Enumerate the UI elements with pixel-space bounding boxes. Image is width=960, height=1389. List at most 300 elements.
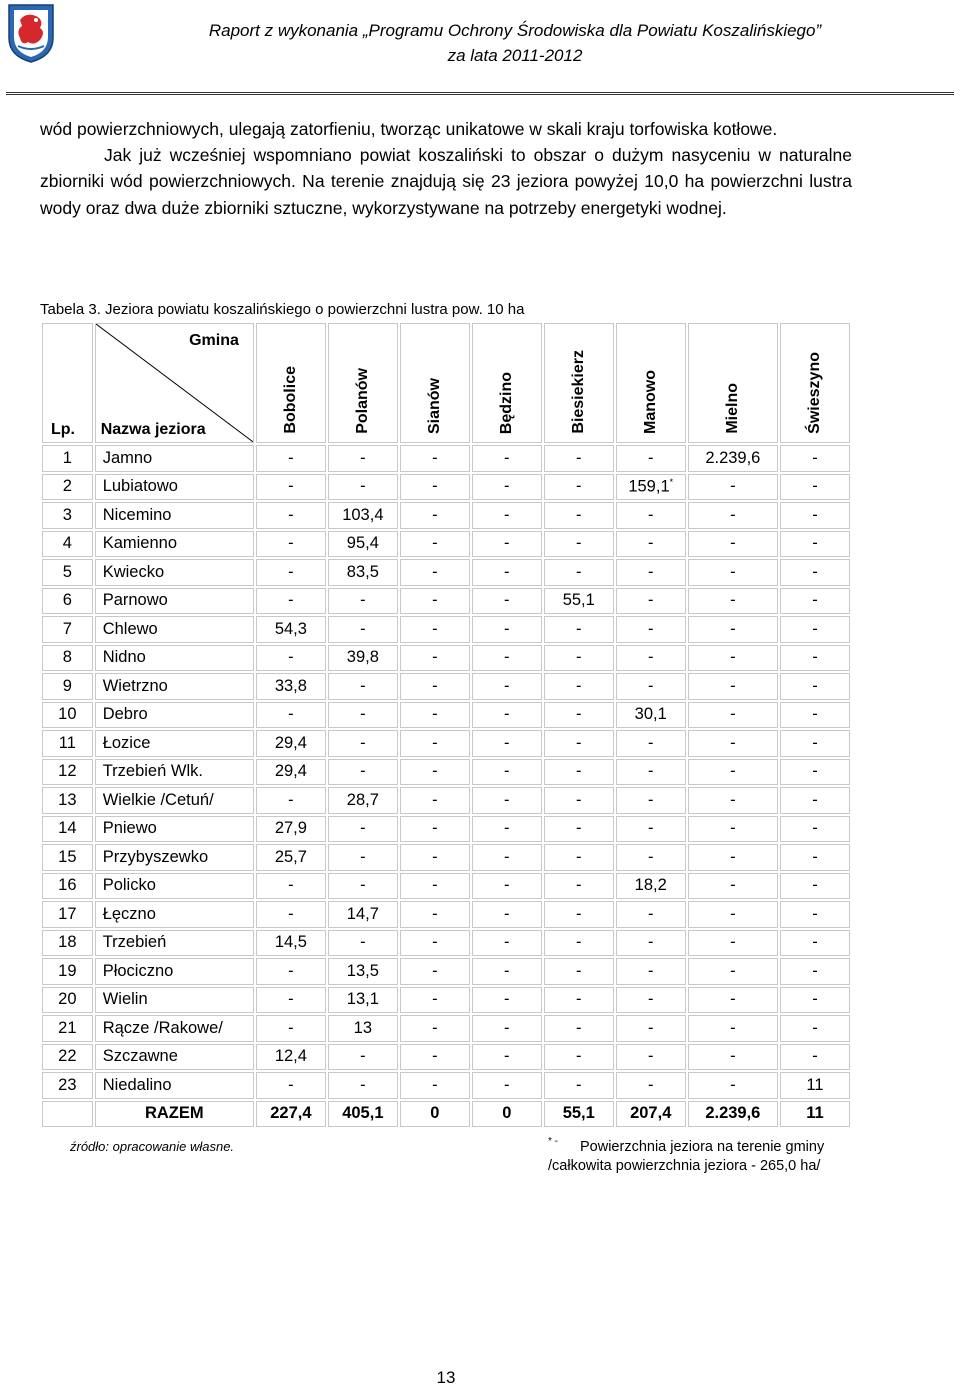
row-value-cell <box>616 958 686 985</box>
row-value: - <box>647 961 654 980</box>
row-lp: 6 <box>42 588 93 615</box>
row-value-cell <box>328 474 398 501</box>
row-value: - <box>288 705 294 724</box>
row-value: 11 <box>806 1075 824 1094</box>
row-value-cell <box>544 445 614 472</box>
row-value: 28,7 <box>346 790 379 809</box>
row-value-cell <box>544 645 614 672</box>
row-value-cell <box>328 673 398 700</box>
table-row <box>42 844 850 871</box>
row-value: - <box>812 933 818 952</box>
row-lp: 4 <box>42 531 93 558</box>
row-value: - <box>360 762 366 781</box>
row-value: - <box>647 591 654 610</box>
row-value-cell <box>780 930 850 957</box>
row-value-cell <box>688 616 778 643</box>
row-value: - <box>504 562 510 581</box>
row-value: - <box>647 676 654 695</box>
row-value: - <box>647 562 654 581</box>
header-column-cell <box>688 323 778 443</box>
row-value: - <box>576 819 582 838</box>
row-value: 27,9 <box>274 819 307 838</box>
row-value: - <box>432 1075 438 1094</box>
row-value: - <box>812 705 818 724</box>
row-value: - <box>504 1075 510 1094</box>
row-value: - <box>576 562 582 581</box>
row-value-cell <box>400 502 470 529</box>
row-value: - <box>647 505 654 524</box>
row-value-cell <box>256 958 326 985</box>
row-value-cell <box>544 844 614 871</box>
row-value: 12,4 <box>274 1047 307 1066</box>
row-value: 54,3 <box>274 619 307 638</box>
row-value: - <box>647 990 654 1009</box>
row-value-cell <box>780 730 850 757</box>
row-value-cell <box>688 588 778 615</box>
row-value-cell <box>328 901 398 928</box>
paragraph-1: wód powierzchniowych, ulegają zatorfieniu, tworząc unikatowe w skali kraju torfowiska kotłowe. <box>40 119 778 139</box>
row-value: 83,5 <box>346 562 379 581</box>
row-value: 33,8 <box>274 676 307 695</box>
total-value: 405,1 <box>328 1101 398 1128</box>
row-value-cell <box>256 901 326 928</box>
row-value-cell <box>780 502 850 529</box>
row-value-cell <box>616 702 686 729</box>
row-value-cell <box>256 730 326 757</box>
row-value: - <box>432 591 438 610</box>
row-value: - <box>576 904 582 923</box>
row-value: 29,4 <box>274 762 307 781</box>
row-value: - <box>504 676 510 695</box>
row-value: - <box>504 790 510 809</box>
row-value: - <box>288 1075 294 1094</box>
row-value: - <box>504 534 510 553</box>
table-row <box>42 787 850 814</box>
header-column-label: Mielno <box>723 383 741 434</box>
row-value-cell <box>472 673 542 700</box>
row-value: - <box>647 819 654 838</box>
row-value: - <box>576 961 582 980</box>
row-value: - <box>812 477 818 496</box>
row-value-cell <box>780 702 850 729</box>
table-row <box>42 502 850 529</box>
row-value-cell <box>328 930 398 957</box>
row-value-cell <box>400 673 470 700</box>
row-lp: 17 <box>42 901 93 928</box>
row-value: - <box>504 847 510 866</box>
row-value: - <box>647 733 654 752</box>
row-value-cell <box>616 645 686 672</box>
row-lake-name: Nidno <box>95 645 254 672</box>
row-value: - <box>288 477 294 496</box>
row-value: - <box>432 847 438 866</box>
row-value-cell <box>472 474 542 501</box>
table-row <box>42 559 850 586</box>
row-value: - <box>730 876 736 895</box>
row-value-cell <box>688 645 778 672</box>
row-value: - <box>432 933 438 952</box>
row-lp: 5 <box>42 559 93 586</box>
row-value-cell <box>616 588 686 615</box>
row-value-cell <box>256 1044 326 1071</box>
row-value-cell <box>472 787 542 814</box>
row-value-cell <box>400 787 470 814</box>
row-value: - <box>360 591 366 610</box>
row-value: - <box>576 1018 582 1037</box>
report-header-title <box>70 18 960 68</box>
row-value-cell <box>544 816 614 843</box>
header-column-cell <box>780 323 850 443</box>
row-value-cell <box>616 759 686 786</box>
row-value: - <box>812 762 818 781</box>
row-value: - <box>576 733 582 752</box>
row-value: - <box>360 733 366 752</box>
row-value-cell <box>688 930 778 957</box>
total-label: RAZEM <box>95 1101 254 1128</box>
row-value-cell <box>544 1044 614 1071</box>
row-value: - <box>432 534 438 553</box>
row-value-cell <box>256 987 326 1014</box>
row-value: - <box>730 705 736 724</box>
row-value-cell <box>616 787 686 814</box>
row-value-cell <box>400 844 470 871</box>
row-value: - <box>730 676 736 695</box>
row-value: - <box>576 705 582 724</box>
row-value: - <box>812 819 818 838</box>
row-value-cell <box>328 616 398 643</box>
row-value-cell <box>544 1072 614 1099</box>
row-value-cell <box>472 730 542 757</box>
coat-of-arms-logo <box>6 2 56 64</box>
row-value-cell <box>472 759 542 786</box>
table-row <box>42 1015 850 1042</box>
row-value: - <box>360 477 366 496</box>
row-value: - <box>647 762 654 781</box>
row-lake-name: Łozice <box>95 730 254 757</box>
row-value: 39,8 <box>346 648 379 667</box>
row-value-cell <box>472 816 542 843</box>
row-value: - <box>730 762 736 781</box>
header-diagonal-cell <box>95 323 254 443</box>
row-value: - <box>576 676 582 695</box>
row-value: - <box>812 619 818 638</box>
row-lake-name: Trzebień <box>95 930 254 957</box>
total-value: 0 <box>400 1101 470 1128</box>
row-value: - <box>730 505 736 524</box>
row-value: - <box>504 762 510 781</box>
row-value-cell <box>256 844 326 871</box>
row-value: - <box>432 961 438 980</box>
footnote-marker: * <box>669 477 674 487</box>
row-value: - <box>504 933 510 952</box>
row-value: - <box>504 819 510 838</box>
header-column-label: Sianów <box>425 377 443 434</box>
row-value: - <box>432 990 438 1009</box>
row-value-cell <box>328 559 398 586</box>
row-value: - <box>730 847 736 866</box>
row-value-cell <box>256 616 326 643</box>
row-value-cell <box>616 930 686 957</box>
total-value: 207,4 <box>616 1101 686 1128</box>
row-value-cell <box>780 588 850 615</box>
row-value-cell <box>328 531 398 558</box>
footnote-line1: Powierzchnia jeziora na terenie gminy <box>580 1139 825 1155</box>
row-value-cell <box>472 1044 542 1071</box>
row-value: - <box>432 1047 438 1066</box>
row-value-cell <box>256 531 326 558</box>
row-value-cell <box>544 616 614 643</box>
row-value-cell <box>256 873 326 900</box>
row-value-cell <box>616 559 686 586</box>
row-value: - <box>504 1047 510 1066</box>
row-value-cell <box>544 474 614 501</box>
row-value-cell <box>400 645 470 672</box>
row-value: - <box>576 1075 582 1094</box>
row-value: - <box>647 790 654 809</box>
row-value: - <box>576 619 582 638</box>
row-value: - <box>288 562 294 581</box>
row-value: - <box>730 961 736 980</box>
row-value: - <box>576 505 582 524</box>
row-value-cell <box>780 759 850 786</box>
row-value-cell <box>328 445 398 472</box>
row-value: - <box>812 591 818 610</box>
row-value-cell <box>400 1072 470 1099</box>
row-value-cell <box>328 787 398 814</box>
header-column-label: Świeszyno <box>805 352 823 434</box>
row-value: - <box>647 448 654 467</box>
row-value: - <box>576 847 582 866</box>
row-value: - <box>647 1075 654 1094</box>
table-source: źródło: opracowanie własne. <box>70 1139 235 1154</box>
row-value-cell <box>256 645 326 672</box>
row-lake-name: Kamienno <box>95 531 254 558</box>
row-value-cell <box>400 759 470 786</box>
row-value: - <box>504 648 510 667</box>
row-value: - <box>730 733 736 752</box>
row-value: - <box>288 534 294 553</box>
row-value: - <box>360 448 366 467</box>
row-value-cell <box>780 958 850 985</box>
row-value-cell <box>688 559 778 586</box>
row-value: - <box>432 1018 438 1037</box>
row-value: - <box>360 1047 366 1066</box>
row-value: - <box>288 961 294 980</box>
row-value: - <box>812 1047 818 1066</box>
row-value: - <box>730 990 736 1009</box>
row-value-cell <box>616 901 686 928</box>
row-value-cell <box>688 1015 778 1042</box>
row-value-cell <box>688 730 778 757</box>
total-value: 11 <box>780 1101 850 1128</box>
table-row <box>42 645 850 672</box>
row-value-cell <box>472 1072 542 1099</box>
table-row <box>42 616 850 643</box>
header-title-line2: za lata 2011-2012 <box>447 46 583 65</box>
row-value: - <box>432 505 438 524</box>
row-value: - <box>360 676 366 695</box>
row-value: 2.239,6 <box>705 448 761 467</box>
row-value: - <box>504 904 510 923</box>
header-divider <box>6 92 954 95</box>
row-lp: 7 <box>42 616 93 643</box>
row-value-cell <box>544 987 614 1014</box>
row-value: - <box>730 1075 736 1094</box>
row-value: - <box>288 990 294 1009</box>
row-lp: 3 <box>42 502 93 529</box>
row-value: - <box>812 1018 818 1037</box>
row-value-cell <box>472 616 542 643</box>
row-value-cell <box>780 616 850 643</box>
row-value-cell <box>780 445 850 472</box>
row-value: 13 <box>353 1018 373 1037</box>
row-value-cell <box>256 559 326 586</box>
row-value: - <box>288 1018 294 1037</box>
table-row <box>42 673 850 700</box>
row-value-cell <box>780 844 850 871</box>
row-value: - <box>432 477 438 496</box>
header-lp: Lp. <box>51 421 75 438</box>
row-lp: 16 <box>42 873 93 900</box>
row-value-cell <box>688 474 778 501</box>
row-value-cell <box>256 702 326 729</box>
page-number: 13 <box>436 1368 456 1387</box>
row-value: - <box>730 477 736 496</box>
row-lp: 2 <box>42 474 93 501</box>
row-value: - <box>576 933 582 952</box>
row-value-cell <box>400 531 470 558</box>
row-value-cell <box>544 1015 614 1042</box>
row-value-cell <box>688 958 778 985</box>
row-value-cell <box>688 901 778 928</box>
row-value: - <box>730 562 736 581</box>
row-value-cell <box>328 987 398 1014</box>
row-value-cell <box>472 445 542 472</box>
row-value-cell <box>616 673 686 700</box>
row-lake-name: Debro <box>95 702 254 729</box>
row-value-cell <box>328 730 398 757</box>
row-value-cell <box>328 759 398 786</box>
row-value-cell <box>400 559 470 586</box>
table-row <box>42 987 850 1014</box>
table-row <box>42 958 850 985</box>
row-value: - <box>360 819 366 838</box>
row-value-cell <box>400 901 470 928</box>
header-column-cell <box>328 323 398 443</box>
row-value: 29,4 <box>274 733 307 752</box>
row-value-cell <box>400 702 470 729</box>
table-row <box>42 873 850 900</box>
header-column-label: Bobolice <box>281 366 299 434</box>
row-value: - <box>504 705 510 724</box>
row-lake-name: Chlewo <box>95 616 254 643</box>
row-lake-name: Wielkie /Cetuń/ <box>95 787 254 814</box>
row-value: - <box>288 904 294 923</box>
row-value-cell <box>328 702 398 729</box>
row-value-cell <box>688 502 778 529</box>
row-lake-name: Wielin <box>95 987 254 1014</box>
row-lp: 22 <box>42 1044 93 1071</box>
row-lp: 19 <box>42 958 93 985</box>
row-value-cell <box>616 1072 686 1099</box>
row-lp: 13 <box>42 787 93 814</box>
row-value-cell <box>688 844 778 871</box>
row-value: - <box>647 619 654 638</box>
row-value-cell <box>780 1044 850 1071</box>
row-value-cell <box>616 816 686 843</box>
row-value: - <box>432 876 438 895</box>
total-value: 55,1 <box>544 1101 614 1128</box>
row-value: 18,2 <box>634 876 667 895</box>
row-value-cell <box>400 987 470 1014</box>
row-value: - <box>576 534 582 553</box>
row-value-cell <box>472 930 542 957</box>
total-value: 2.239,6 <box>688 1101 778 1128</box>
row-lake-name: Wietrzno <box>95 673 254 700</box>
row-value-cell <box>472 531 542 558</box>
table-row <box>42 445 850 472</box>
footnote-line2: /całkowita powierzchnia jeziora - 265,0 ha/ <box>548 1158 821 1174</box>
row-value-cell <box>616 873 686 900</box>
row-value: - <box>647 1018 654 1037</box>
row-value-cell <box>688 816 778 843</box>
row-value-cell <box>472 502 542 529</box>
row-value-cell <box>400 1044 470 1071</box>
row-value-cell <box>688 702 778 729</box>
row-value-cell <box>616 730 686 757</box>
row-value-cell <box>256 816 326 843</box>
row-value-cell <box>780 474 850 501</box>
table-row <box>42 730 850 757</box>
row-value: - <box>432 904 438 923</box>
row-value-cell <box>472 1015 542 1042</box>
row-value: - <box>504 990 510 1009</box>
row-value: - <box>576 1047 582 1066</box>
row-lp: 23 <box>42 1072 93 1099</box>
row-value-cell <box>328 1044 398 1071</box>
row-value: 25,7 <box>274 847 307 866</box>
lakes-table <box>40 321 850 1129</box>
row-value-cell <box>256 588 326 615</box>
table-header-row <box>42 323 850 443</box>
row-value: - <box>812 876 818 895</box>
row-value-cell <box>256 474 326 501</box>
row-value-cell <box>472 702 542 729</box>
row-value-cell <box>616 1044 686 1071</box>
row-value: - <box>504 733 510 752</box>
row-value-cell <box>616 474 686 501</box>
table-row <box>42 588 850 615</box>
row-value: - <box>288 648 294 667</box>
row-value: - <box>647 648 654 667</box>
row-value: - <box>576 448 582 467</box>
row-lake-name: Niedalino <box>95 1072 254 1099</box>
row-value-cell <box>780 645 850 672</box>
total-empty-cell <box>42 1101 93 1128</box>
header-column-label: Będzino <box>497 371 515 434</box>
row-value: - <box>432 676 438 695</box>
row-lp: 20 <box>42 987 93 1014</box>
row-value: - <box>504 448 510 467</box>
footnote-mark: * - <box>548 1136 558 1147</box>
row-value-cell <box>400 816 470 843</box>
row-value-cell <box>688 1044 778 1071</box>
table-row <box>42 816 850 843</box>
row-value: - <box>288 505 294 524</box>
row-value: - <box>288 448 294 467</box>
row-value: - <box>360 876 366 895</box>
header-nazwa: Nazwa jeziora <box>100 421 206 438</box>
